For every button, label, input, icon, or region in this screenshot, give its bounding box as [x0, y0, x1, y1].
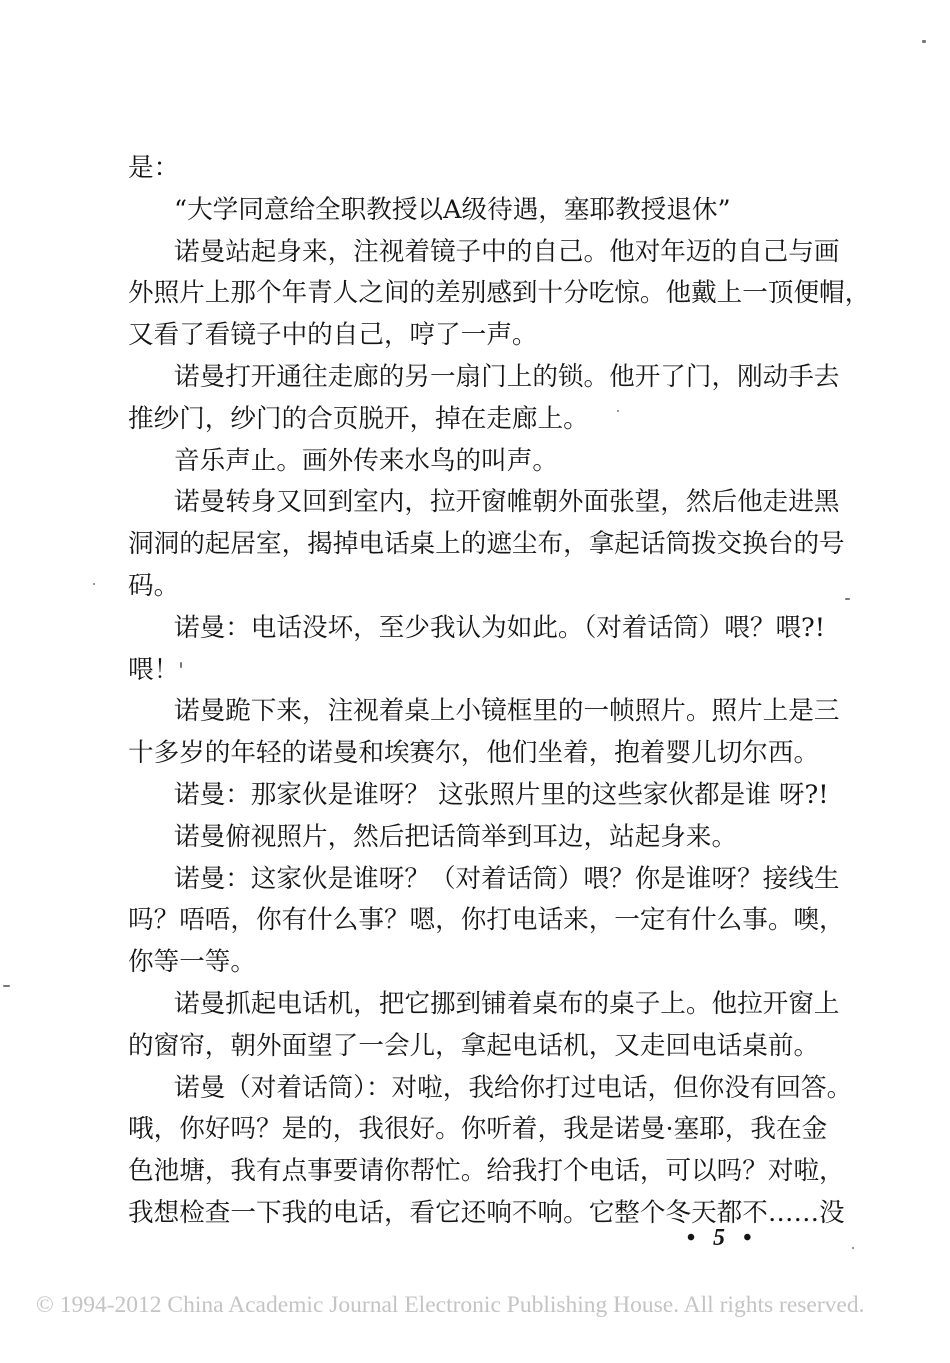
scan-speck	[93, 583, 95, 585]
text-line: 推纱门，纱门的合页脱开，掉在走廊上。	[128, 403, 589, 434]
text-line: 诺曼：这家伙是谁呀？（对着话筒）喂？你是谁呀？接线生	[174, 863, 840, 894]
text-line: 喂！	[128, 654, 180, 685]
scan-speck	[180, 662, 182, 668]
text-line: 诺曼转身又回到室内，拉开窗帷朝外面张望，然后他走进黑	[174, 487, 840, 518]
text-line: 外照片上那个年青人之间的差别感到十分吃惊。他戴上一顶便帽，	[128, 278, 871, 309]
text-line: 诺曼：电话没坏，至少我认为如此。（对着话筒）喂？喂?!	[174, 612, 826, 643]
text-line: 又看了看镜子中的自己，哼了一声。	[128, 320, 538, 351]
text-line: 我想检查一下我的电话，看它还响不响。它整个冬天都不……没	[128, 1197, 845, 1228]
text-line: 诺曼（对着话筒）：对啦，我给你打过电话，但你没有回答。	[174, 1072, 853, 1103]
text-line: 哦，你好吗？是的，我很好。你听着，我是诺曼·塞耶，我在金	[128, 1114, 828, 1145]
scan-speck	[845, 598, 850, 600]
page-number: • 5 •	[686, 1225, 758, 1251]
body-text	[128, 148, 871, 1235]
text-line: 色池塘，我有点事要请你帮忙。给我打个电话，可以吗？对啦，	[128, 1156, 845, 1187]
text-line: 诺曼俯视照片，然后把话筒举到耳边，站起身来。	[174, 821, 738, 852]
text-line: 诺曼：那家伙是谁呀？ 这张照片里的这些家伙都是谁 呀?!	[174, 779, 829, 810]
text-line: 诺曼抓起电话机，把它挪到铺着桌布的桌子上。他拉开窗上	[174, 988, 840, 1019]
scan-speck	[3, 985, 10, 987]
scan-speck	[852, 1247, 854, 1249]
text-line: 码。	[128, 570, 180, 601]
scan-speck	[617, 410, 619, 412]
text-line: 的窗帘，朝外面望了一会儿，拿起电话机，又走回电话桌前。	[128, 1030, 820, 1061]
text-line: 你等一等。	[128, 947, 256, 978]
text-line: 诺曼打开通往走廊的另一扇门上的锁。他开了门，刚动手去	[174, 361, 840, 392]
text-line: 诺曼跪下来，注视着桌上小镜框里的一帧照片。照片上是三	[174, 696, 840, 727]
text-line: 是：	[128, 153, 180, 183]
text-line: 十多岁的年轻的诺曼和埃赛尔，他们坐着，抱着婴儿切尔西。	[128, 738, 820, 769]
scan-speck	[922, 40, 926, 43]
text-line: 洞洞的起居室，揭掉电话桌上的遮尘布，拿起话筒拨交换台的号	[128, 529, 845, 560]
text-line: “大学同意给全职教授以A级待遇，塞耶教授退休”	[174, 194, 731, 225]
text-line: 吗？唔唔，你有什么事？嗯，你打电话来，一定有什么事。噢，	[128, 905, 845, 936]
text-line: 音乐声止。画外传来水鸟的叫声。	[174, 445, 558, 476]
copyright-watermark: © 1994-2012 China Academic Journal Electronic Publishing House. All rights reserved.	[36, 1292, 865, 1318]
text-line: 诺曼站起身来，注视着镜子中的自己。他对年迈的自己与画	[174, 236, 840, 267]
